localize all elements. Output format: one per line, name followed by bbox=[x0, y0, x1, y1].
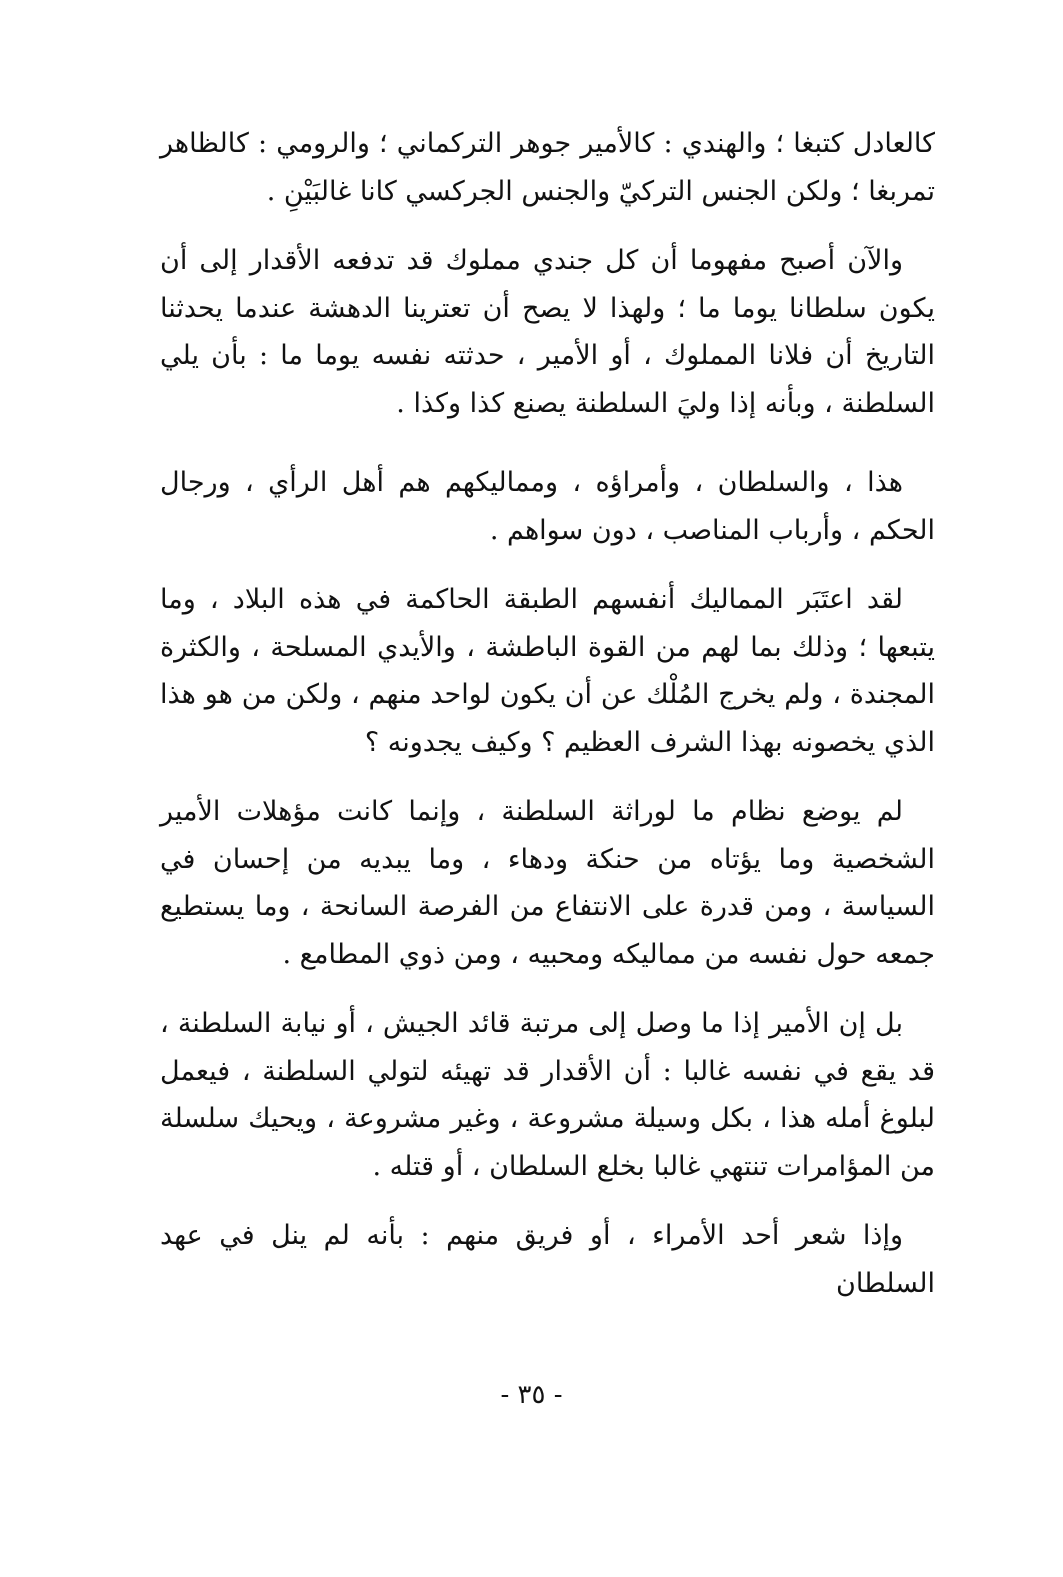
paragraph-ruling-class: هذا ، والسلطان ، وأمراؤه ، ومماليكهم هم أهل الرأي ، ورجال الحكم ، وأرباب المناصب ، دون سواهم . bbox=[160, 467, 935, 546]
body-text bbox=[160, 120, 935, 1329]
page-number: - ٣٥ - bbox=[500, 1380, 563, 1410]
paragraph-ambition: بل إن الأمير إذا ما وصل إلى مرتبة قائد الجيش ، أو نيابة السلطنة ، قد يقع في نفسه غالبا : أن الأقدار قد تهيئه لتولي السلطنة ، فيعمل لبلوغ أمله هذا ، بكل وسيلة مشروعة ، وغير مشروعة ، ويحيك سلسلة من المؤامرات تنتهي غالبا بخلع السلطان ، أو قتله . bbox=[160, 1008, 935, 1182]
paragraph-continuation: كالعادل كتبغا ؛ والهندي : كالأمير جوهر التركماني ؛ والرومي : كالظاهر تمربغا ؛ ولكن الجنس التركيّ والجنس الجركسي كانا غالبَيْنِ . bbox=[160, 128, 935, 207]
paragraph-mamluk-sultan: والآن أصبح مفهوما أن كل جندي مملوك قد تدفعه الأقدار إلى أن يكون سلطانا يوما ما ؛ ولهذا لا يصح أن تعترينا الدهشة عندما يحدثنا التاريخ أن فلانا المملوك ، أو الأمير ، حدثته نفسه يوما ما : بأن يلي السلطنة ، وبأنه إذا وليَ السلطنة يصنع كذا وكذا . bbox=[160, 245, 935, 419]
paragraph-ruling-class-power: لقد اعتَبَر المماليك أنفسهم الطبقة الحاكمة في هذه البلاد ، وما يتبعها ؛ وذلك بما لهم من القوة الباطشة ، والأيدي المسلحة ، والكثرة المجندة ، ولم يخرج المُلْك عن أن يكون لواحد منهم ، ولكن من هو هذا الذي يخصونه بهذا الشرف العظيم ؟ وكيف يجدونه ؟ bbox=[160, 584, 935, 758]
paragraph-final-line: وإذا شعر أحد الأمراء ، أو فريق منهم : بأنه لم ينل في عهد السلطان bbox=[160, 1220, 935, 1299]
paragraph-succession: لم يوضع نظام ما لوراثة السلطنة ، وإنما كانت مؤهلات الأمير الشخصية وما يؤتاه من حنكة ودهاء ، وما يبديه من إحسان في السياسة ، ومن قدرة على الانتفاع من الفرصة السانحة ، وما يستطيع جمعه حول نفسه من مماليكه ومحبيه ، ومن ذوي المطامع . bbox=[160, 796, 935, 970]
